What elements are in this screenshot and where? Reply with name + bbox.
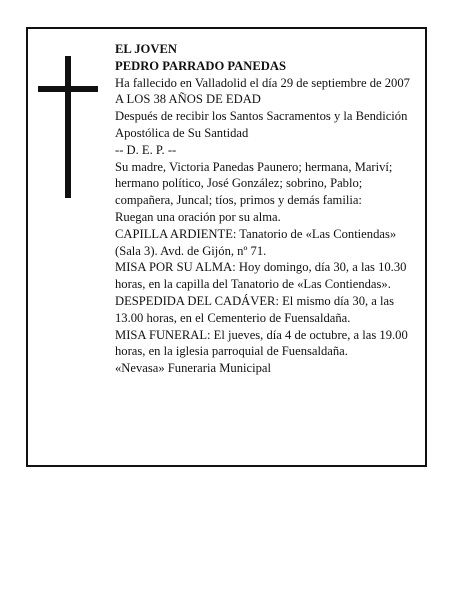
- notice-text: [115, 41, 415, 377]
- funeral-home-line: «Nevasa» Funeraria Municipal: [115, 361, 271, 376]
- farewell-line: DESPEDIDA DEL CADÁVER: El mismo día 30, a las 13.00 horas, en el Cementerio de Fuensaldaña.: [115, 293, 395, 325]
- sacraments-line: Después de recibir los Santos Sacramentos y la Bendición Apostólica de Su Santidad: [115, 109, 408, 140]
- chapel-line: CAPILLA ARDIENTE: Tanatorio de «Las Contiendas» (Sala 3). Avd. de Gijón, nº 71.: [115, 226, 397, 258]
- family-line: Su madre, Victoria Panedas Paunero; hermana, Mariví; hermano político, José González; sobrino, Pablo; compañera, Juncal; tíos, primos y demás familia:: [115, 159, 393, 208]
- obituary-notice: [26, 27, 427, 467]
- cross-icon: [38, 56, 98, 198]
- cross-horizontal-bar: [38, 86, 98, 92]
- deceased-name: PEDRO PARRADO PANEDAS: [115, 58, 286, 73]
- death-statement: Ha fallecido en Valladolid el día 29 de septiembre de 2007: [115, 75, 410, 90]
- cross-vertical-bar: [65, 56, 71, 198]
- mass-line: MISA POR SU ALMA: Hoy domingo, día 30, a las 10.30 horas, en la capilla del Tanatorio de «Las Contiendas».: [115, 260, 407, 292]
- funeral-line: MISA FUNERAL: El jueves, día 4 de octubre, a las 19.00 horas, en la iglesia parroquial de Fuensaldaña.: [115, 327, 408, 359]
- notice-title: EL JOVEN: [115, 42, 177, 56]
- prayer-line: Ruegan una oración por su alma.: [115, 209, 281, 224]
- age-line: A LOS 38 AÑOS DE EDAD: [115, 92, 261, 107]
- dep-line: -- D. E. P. --: [115, 142, 177, 157]
